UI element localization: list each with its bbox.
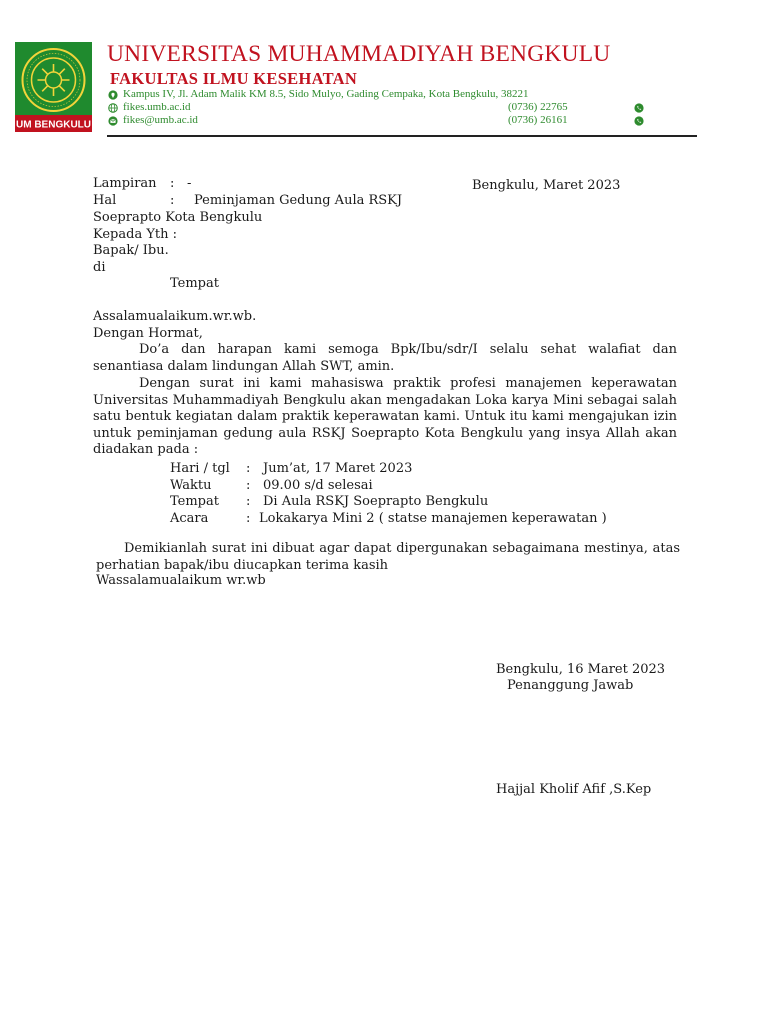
- detail-label: Hari / tgl: [170, 461, 230, 476]
- detail-label: Waktu: [170, 478, 212, 493]
- detail-value: 09.00 s/d selesai: [263, 478, 373, 493]
- detail-colon: :: [246, 511, 251, 526]
- paragraph-prayer: Do’a dan harapan kami semoga Bpk/Ibu/sdr/I selalu sehat walafiat dan senantiasa dalam lindungan Allah SWT, amin.: [93, 342, 677, 374]
- recipient-place: Tempat: [170, 276, 219, 291]
- website-link[interactable]: fikes.umb.ac.id: [123, 101, 191, 113]
- signature-role: Penanggung Jawab: [507, 678, 634, 693]
- recipient-di: di: [93, 260, 106, 275]
- globe-icon: [108, 103, 118, 113]
- email-icon: [108, 116, 118, 126]
- greeting: Dengan Hormat,: [93, 326, 203, 341]
- location-icon: [108, 90, 118, 100]
- recipient-heading: Kepada Yth :: [93, 227, 178, 242]
- detail-colon: :: [246, 494, 251, 509]
- hal-label: Hal: [93, 193, 117, 208]
- address: Kampus IV, Jl. Adam Malik KM 8.5, Sido Mulyo, Gading Cempaka, Kota Bengkulu, 38221: [123, 88, 529, 100]
- signature-place-date: Bengkulu, 16 Maret 2023: [496, 662, 666, 677]
- faculty-name: FAKULTAS ILMU KESEHATAN: [110, 69, 358, 88]
- place-date: Bengkulu, Maret 2023: [472, 178, 621, 193]
- header-divider: [107, 135, 697, 137]
- hal-colon: :: [170, 193, 175, 208]
- whatsapp-icon: [634, 116, 644, 126]
- lampiran-value: -: [187, 176, 192, 191]
- detail-label: Tempat: [170, 494, 219, 509]
- detail-value: Lokakarya Mini 2 ( statse manajemen keperawatan ): [259, 511, 607, 526]
- detail-colon: :: [246, 478, 251, 493]
- logo-label: UM BENGKULU: [16, 119, 91, 131]
- recipient-name: Bapak/ Ibu.: [93, 243, 169, 258]
- hal-value: Peminjaman Gedung Aula RSKJ: [194, 193, 403, 208]
- whatsapp-icon: [634, 103, 644, 113]
- paragraph-request: Dengan surat ini kami mahasiswa praktik profesi manajemen keperawatan Universitas Muhammadiyah Bengkulu akan mengadakan Loka karya Mini sebagai salah satu bentuk kegiatan dalam praktik keperawatan kami. Untuk itu kami mengajukan izin untuk peminjaman gedung aula RSKJ Soeprapto Kota Bengkulu yang insya Allah akan diadakan pada :: [93, 376, 677, 457]
- lampiran-colon: :: [170, 176, 175, 191]
- detail-value: Di Aula RSKJ Soeprapto Bengkulu: [263, 494, 489, 509]
- detail-value: Jum’at, 17 Maret 2023: [263, 461, 413, 476]
- lampiran-label: Lampiran: [93, 176, 157, 191]
- hal-value-continued: Soeprapto Kota Bengkulu: [93, 210, 263, 225]
- university-name: UNIVERSITAS MUHAMMADIYAH BENGKULU: [107, 41, 611, 67]
- detail-colon: :: [246, 461, 251, 476]
- detail-label: Acara: [170, 511, 209, 526]
- university-logo: [15, 42, 92, 132]
- closing-salutation: Wassalamualaikum wr.wb: [96, 573, 266, 588]
- email-link[interactable]: fikes@umb.ac.id: [123, 114, 198, 126]
- phone-2: (0736) 26161: [508, 114, 568, 126]
- closing-paragraph: Demikianlah surat ini dibuat agar dapat dipergunakan sebagaimana mestinya, atas perhatian bapak/ibu diucapkan terima kasih: [96, 541, 680, 573]
- opening-salutation: Assalamualaikum.wr.wb.: [93, 309, 257, 324]
- phone-1: (0736) 22765: [508, 101, 568, 113]
- signatory-name: Hajjal Kholif Afif ,S.Kep: [496, 782, 652, 797]
